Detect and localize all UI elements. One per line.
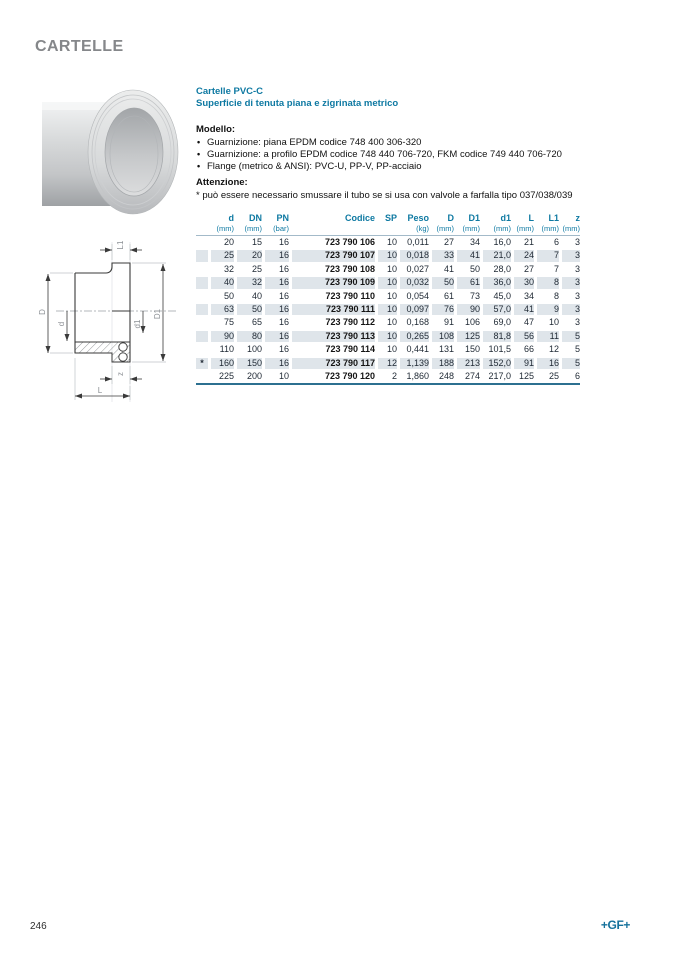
col-header-d1: d1	[500, 213, 511, 223]
cell-L: 47	[523, 317, 534, 328]
cell-d: 225	[218, 371, 234, 382]
cell-D: 50	[429, 276, 454, 289]
cell-D1: 90	[454, 303, 480, 316]
cell-dn: 200	[246, 371, 262, 382]
col-header-peso: Peso	[407, 213, 429, 223]
row-marker: *	[196, 357, 208, 370]
cell-L1: 7	[534, 249, 559, 262]
row-marker	[196, 370, 208, 384]
cell-codice: 723 790 108	[324, 263, 375, 274]
cell-L: 56	[511, 330, 534, 343]
cell-d: 110	[219, 344, 234, 355]
model-bullet-item	[196, 161, 580, 173]
col-header-L: L	[528, 213, 534, 223]
col-unit-d: (mm)	[208, 224, 234, 236]
dim-label-z: z	[116, 372, 125, 376]
cell-L1: 12	[548, 344, 559, 355]
cell-D1: 34	[469, 237, 480, 247]
cell-codice: 723 790 117	[289, 357, 375, 370]
table-row	[196, 236, 580, 250]
cell-D: 27	[443, 237, 454, 247]
cell-L1: 6	[553, 237, 559, 247]
dim-label-d1: d1	[133, 319, 142, 329]
table-row	[196, 370, 580, 384]
cell-peso: 0,265	[397, 330, 429, 343]
cell-L1: 16	[534, 357, 559, 370]
col-header-D1: D1	[468, 213, 480, 223]
cell-pn: 16	[262, 330, 289, 343]
technical-drawing	[26, 236, 190, 406]
cell-peso: 1,139	[397, 357, 429, 370]
cell-dn: 150	[234, 357, 262, 370]
cell-d: 25	[208, 249, 234, 262]
spec-table	[196, 212, 580, 385]
table-row	[196, 303, 580, 316]
cell-d1: 21,0	[480, 249, 511, 262]
bullet-icon: •	[197, 137, 201, 147]
cell-d: 20	[223, 237, 234, 247]
cell-sp: 10	[386, 263, 397, 274]
cell-dn: 20	[234, 249, 262, 262]
cell-D: 91	[443, 317, 454, 328]
cell-peso: 0,168	[406, 317, 429, 328]
cell-d1: 57,0	[480, 303, 511, 316]
cell-d1: 81,8	[480, 330, 511, 343]
cell-z: 6	[574, 371, 580, 382]
table-row	[196, 290, 580, 303]
cell-codice: 723 790 112	[325, 317, 375, 328]
content-column	[196, 86, 580, 385]
cell-pn: 16	[278, 290, 289, 301]
col-unit-peso: (kg)	[397, 224, 429, 236]
cell-D1: 106	[464, 317, 480, 328]
table-row	[196, 357, 580, 370]
cell-codice: 723 790 113	[289, 330, 375, 343]
col-unit-L1: (mm)	[534, 224, 559, 236]
cell-D: 33	[429, 249, 454, 262]
cell-L1: 8	[534, 276, 559, 289]
cell-pn: 16	[278, 317, 289, 328]
cell-dn: 32	[234, 276, 262, 289]
cell-pn: 16	[278, 344, 289, 355]
col-unit-pn: (bar)	[262, 224, 289, 236]
cell-peso: 0,018	[397, 249, 429, 262]
cell-D: 248	[438, 371, 454, 382]
model-label: Modello:	[196, 124, 236, 135]
model-bullet-item	[196, 149, 580, 161]
cell-d1: 152,0	[480, 357, 511, 370]
cell-d: 75	[223, 317, 234, 328]
cell-sp: 10	[386, 344, 397, 355]
cell-peso: 0,054	[406, 290, 429, 301]
cell-peso: 1,860	[406, 371, 429, 382]
cell-pn: 16	[262, 276, 289, 289]
table-row	[196, 316, 580, 329]
cell-sp: 10	[386, 317, 397, 328]
dim-label-L: L	[97, 386, 103, 395]
cell-d1: 28,0	[493, 263, 511, 274]
page-title: CARTELLE	[35, 38, 124, 55]
col-unit-D1: (mm)	[454, 224, 480, 236]
cell-peso: 0,097	[397, 303, 429, 316]
cell-peso: 0,027	[406, 263, 429, 274]
model-bullet-item	[196, 137, 580, 149]
dim-label-L1: L1	[116, 240, 125, 250]
row-marker	[196, 303, 208, 316]
cell-pn: 16	[262, 357, 289, 370]
col-unit-L: (mm)	[511, 224, 534, 236]
cell-D1: 213	[454, 357, 480, 370]
cell-L1: 9	[534, 303, 559, 316]
cell-z: 3	[559, 249, 580, 262]
row-marker	[196, 290, 208, 303]
col-header-L1: L1	[548, 213, 559, 223]
cell-dn: 65	[251, 317, 262, 328]
col-header-dn: DN	[249, 213, 262, 223]
dim-label-d: d	[57, 321, 66, 327]
table-row	[196, 263, 580, 276]
cell-peso: 0,441	[406, 344, 429, 355]
table-row	[196, 276, 580, 289]
cell-sp: 10	[375, 303, 397, 316]
page-number: 246	[30, 921, 47, 932]
cell-d1: 69,0	[493, 317, 511, 328]
cell-D: 131	[438, 344, 454, 355]
row-marker	[196, 249, 208, 262]
collar-photo-graphic	[36, 88, 186, 218]
model-bullet-text: Guarnizione: a profilo EPDM codice 748 440 706-720, FKM codice 749 440 706-720	[207, 149, 562, 160]
cell-L: 41	[511, 303, 534, 316]
cell-L: 27	[523, 263, 534, 274]
cell-D1: 61	[454, 276, 480, 289]
model-bullet-list	[196, 137, 580, 173]
col-header-codice: Codice	[344, 213, 375, 223]
cell-D: 41	[443, 263, 454, 274]
cell-L: 30	[511, 276, 534, 289]
cell-z: 3	[574, 290, 580, 301]
col-unit-gutter	[196, 224, 208, 236]
cell-d: 50	[223, 290, 234, 301]
col-header-z: z	[575, 213, 580, 223]
cell-L1: 7	[553, 263, 559, 274]
col-header-gutter	[196, 212, 208, 224]
row-marker	[196, 330, 208, 343]
cell-L: 24	[511, 249, 534, 262]
cell-codice: 723 790 107	[289, 249, 375, 262]
cell-pn: 16	[278, 237, 289, 247]
cell-d: 90	[208, 330, 234, 343]
cell-codice: 723 790 114	[325, 344, 375, 355]
bullet-icon: •	[197, 161, 201, 171]
cell-d1: 16,0	[493, 237, 511, 247]
cell-codice: 723 790 120	[324, 371, 375, 382]
cell-peso: 0,032	[397, 276, 429, 289]
product-heading: Cartelle PVC-C	[196, 86, 264, 97]
cell-D: 76	[429, 303, 454, 316]
cell-dn: 25	[251, 263, 262, 274]
cell-dn: 100	[246, 344, 262, 355]
cell-L1: 8	[553, 290, 559, 301]
col-unit-sp	[375, 224, 397, 236]
cell-D1: 150	[464, 344, 480, 355]
row-marker	[196, 236, 208, 250]
cell-L: 91	[511, 357, 534, 370]
cell-L1: 11	[534, 330, 559, 343]
cell-pn: 16	[278, 263, 289, 274]
model-bullet-text: Guarnizione: piana EPDM codice 748 400 306-320	[207, 137, 422, 148]
cell-d1: 101,5	[488, 344, 511, 355]
cell-codice: 723 790 111	[289, 303, 375, 316]
cell-L1: 25	[548, 371, 559, 382]
dim-label-D: D	[38, 309, 47, 315]
cell-D: 108	[429, 330, 454, 343]
row-marker	[196, 343, 208, 356]
table-row	[196, 249, 580, 262]
cell-D: 188	[429, 357, 454, 370]
bullet-icon: •	[197, 149, 201, 159]
cell-d1: 36,0	[480, 276, 511, 289]
cell-z: 3	[574, 317, 580, 328]
col-header-pn: PN	[276, 213, 289, 223]
cell-D1: 41	[454, 249, 480, 262]
row-marker	[196, 263, 208, 276]
cell-L: 125	[518, 371, 534, 382]
col-unit-dn: (mm)	[234, 224, 262, 236]
cell-dn: 50	[234, 303, 262, 316]
cell-L: 21	[523, 237, 534, 247]
cell-sp: 10	[386, 237, 397, 247]
cell-d: 32	[223, 263, 234, 274]
cell-codice: 723 790 106	[324, 237, 375, 247]
cell-sp: 12	[375, 357, 397, 370]
cell-L1: 10	[548, 317, 559, 328]
cell-L: 34	[523, 290, 534, 301]
cell-dn: 80	[234, 330, 262, 343]
cell-d1: 217,0	[488, 371, 511, 382]
cell-D1: 274	[464, 371, 480, 382]
cell-z: 3	[559, 303, 580, 316]
col-unit-codice	[289, 224, 375, 236]
col-header-D: D	[447, 213, 454, 223]
cell-codice: 723 790 109	[289, 276, 375, 289]
cell-pn: 16	[262, 303, 289, 316]
cell-peso: 0,011	[407, 237, 429, 247]
col-header-d: d	[228, 213, 234, 223]
cell-z: 3	[574, 263, 580, 274]
cell-z: 5	[559, 330, 580, 343]
col-unit-D: (mm)	[429, 224, 454, 236]
warning-label: Attenzione:	[196, 177, 248, 188]
product-subheading: Superficie di tenuta piana e zigrinata metrico	[196, 98, 399, 109]
cell-pn: 16	[262, 249, 289, 262]
cell-z: 3	[559, 276, 580, 289]
table-row	[196, 330, 580, 343]
cell-D: 61	[443, 290, 454, 301]
table-row	[196, 343, 580, 356]
col-header-sp: SP	[384, 213, 397, 223]
cell-sp: 10	[386, 290, 397, 301]
cell-d: 63	[208, 303, 234, 316]
row-marker	[196, 316, 208, 329]
cell-dn: 40	[251, 290, 262, 301]
cell-dn: 15	[251, 237, 262, 247]
cell-D1: 125	[454, 330, 480, 343]
cell-pn: 10	[278, 371, 289, 382]
cell-z: 5	[574, 344, 580, 355]
dimension-drawing-graphic	[26, 236, 190, 406]
model-bullet-text: Flange (metrico & ANSI): PVC-U, PP-V, PP-acciaio	[207, 161, 422, 172]
cell-L: 66	[523, 344, 534, 355]
col-unit-d1: (mm)	[480, 224, 511, 236]
cell-sp: 10	[375, 276, 397, 289]
cell-sp: 2	[391, 371, 397, 382]
row-marker	[196, 276, 208, 289]
cell-z: 5	[559, 357, 580, 370]
cell-d: 40	[208, 276, 234, 289]
cell-sp: 10	[375, 249, 397, 262]
cell-codice: 723 790 110	[325, 290, 375, 301]
cell-d1: 45,0	[493, 290, 511, 301]
col-unit-z: (mm)	[559, 224, 580, 236]
gf-logo: +GF+	[600, 918, 630, 932]
cell-d: 160	[208, 357, 234, 370]
product-photo	[36, 88, 186, 218]
cell-D1: 50	[469, 263, 480, 274]
dim-label-D1: D1	[153, 308, 162, 320]
cell-z: 3	[574, 237, 580, 247]
cell-sp: 10	[375, 330, 397, 343]
warning-note: * può essere necessario smussare il tubo se si usa con valvole a farfalla tipo 037/038/039	[196, 190, 573, 201]
cell-D1: 73	[469, 290, 480, 301]
